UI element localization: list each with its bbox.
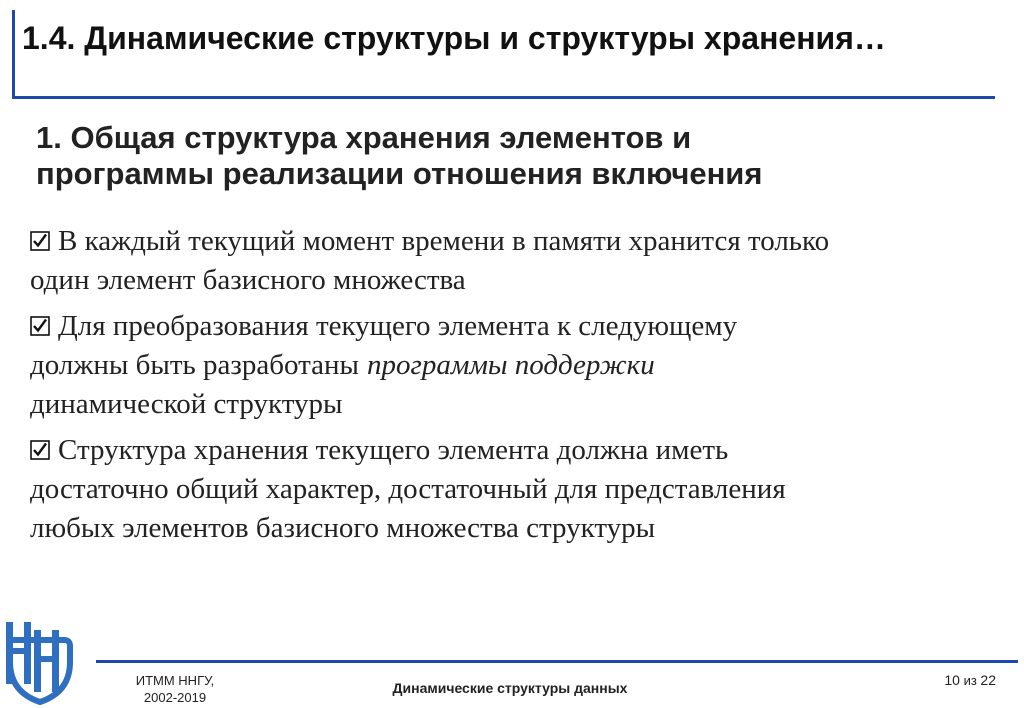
checkbox-checked-icon bbox=[30, 440, 50, 460]
title-vertical-rule bbox=[12, 10, 15, 98]
subtitle-line-1: 1. Общая структура хранения элементов и bbox=[36, 120, 692, 155]
page-total: 22 bbox=[980, 672, 996, 688]
bullet-text-line: достаточно общий характер, достаточный для представления bbox=[30, 473, 786, 505]
bullet-item bbox=[30, 431, 990, 548]
footer-org-years: 2002-2019 bbox=[143, 690, 207, 705]
slide-subtitle bbox=[36, 120, 936, 192]
bullet-text-line: должны быть разработаны bbox=[30, 349, 359, 381]
checkbox-checked-icon bbox=[30, 231, 50, 251]
nngu-logo-icon bbox=[0, 618, 78, 708]
page-current: 10 bbox=[944, 672, 960, 688]
footer-organization bbox=[120, 672, 230, 706]
bullet-text-line: любых элементов базисного множества структуры bbox=[30, 512, 656, 544]
footer-course-title: Динамические структуры данных bbox=[392, 680, 628, 696]
bullet-list bbox=[30, 222, 990, 555]
bullet-item bbox=[30, 222, 990, 300]
bullet-item bbox=[30, 307, 990, 424]
subtitle-line-2: программы реализации отношения включения bbox=[36, 156, 763, 191]
footer-rule bbox=[96, 660, 1018, 663]
page-indicator bbox=[944, 672, 996, 688]
bullet-text-line: один элемент базисного множества bbox=[30, 264, 466, 296]
bullet-text-line: В каждый текущий момент времени в памяти хранится только bbox=[58, 225, 830, 257]
checkbox-checked-icon bbox=[30, 316, 50, 336]
footer-org-name: ИТММ ННГУ, bbox=[135, 673, 215, 688]
bullet-text-line: Структура хранения текущего элемента должна иметь bbox=[58, 434, 729, 466]
slide-title: 1.4. Динамические структуры и структуры хранения… bbox=[22, 20, 886, 56]
bullet-text-line: Для преобразования текущего элемента к следующему bbox=[58, 310, 738, 342]
page-separator: из bbox=[963, 673, 977, 688]
title-horizontal-rule bbox=[12, 96, 995, 99]
bullet-emphasis-text: программы поддержки bbox=[367, 349, 655, 381]
bullet-text-line: динамической структуры bbox=[30, 388, 343, 420]
